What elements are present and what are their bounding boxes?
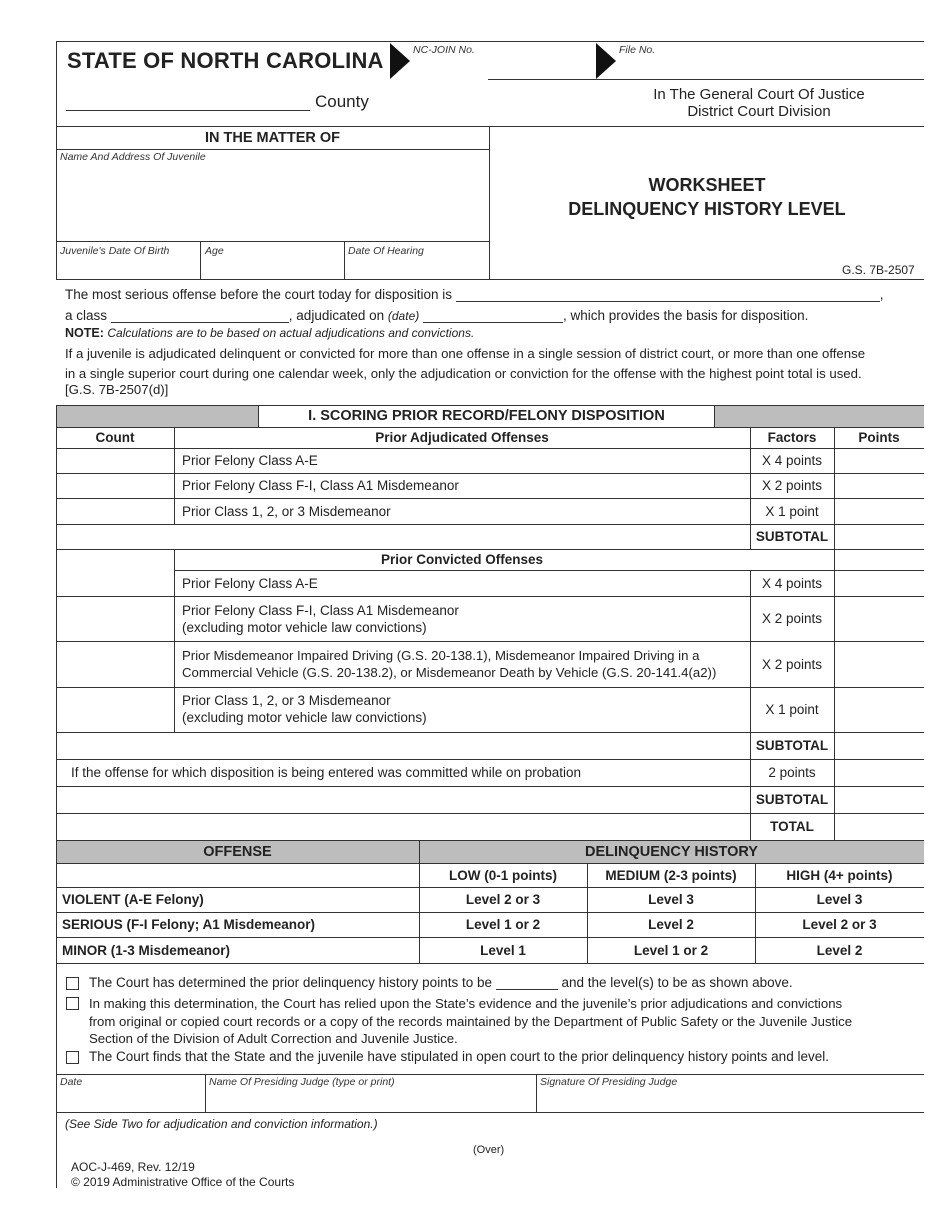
adj-row-3-factor: X 1 point [765,503,819,519]
finding-2-line2: from original or copied court records or a copy of the records maintained by the Department of Public Safety or the Juvenile Justice [89,1013,853,1029]
level-row-2-offense: SERIOUS (F-I Felony; A1 Misdemeanor) [62,917,316,932]
intro-line2 [65,308,925,323]
finding-3-checkbox[interactable] [66,1051,79,1064]
intro-date-label: (date) [387,309,420,323]
form-title-line1: WORKSHEET [648,175,766,195]
hearing-date-field[interactable] [345,258,488,278]
judge-name-field[interactable] [206,1090,535,1111]
adj-row-2-factor: X 2 points [761,478,823,493]
adj-row-1-count-input[interactable] [57,449,173,472]
conv-row-2-label [182,602,459,636]
sig-top-rule [56,1074,924,1075]
dob-label: Juvenile's Date Of Birth [60,245,170,257]
subtotal-3-label: SUBTOTAL [755,792,829,807]
conv-row-3-count-input[interactable] [57,642,173,686]
dob-field[interactable] [57,258,199,278]
conv-row-1-points-input[interactable] [835,571,923,595]
over-label: (Over) [473,1144,505,1156]
finding-2-text [89,995,852,1048]
intro-adjudicated-label: , adjudicated on [288,308,385,323]
age-label: Age [205,245,224,257]
dob-row-rule [56,241,489,242]
conv-row-3-line1: Prior Misdemeanor Impaired Driving (G.S. 20-138.1), Misdemeanor Impaired Driving in a [182,648,700,663]
lvl-rule-5 [56,963,924,964]
matter-title: IN THE MATTER OF [204,130,341,146]
adj-row-1-factor: X 4 points [761,453,823,468]
intro-para-line2: in a single superior court during one calendar week, only the adjudication or conviction for the offense with the highest point total is used. [65,366,862,381]
header-left-rule [56,41,57,126]
level-row-3-medium: Level 1 or 2 [633,942,709,958]
section1-title: I. SCORING PRIOR RECORD/FELONY DISPOSITION [308,408,665,424]
court-line1: In The General Court Of Justice [653,86,865,103]
finding-1-text [89,975,793,990]
file-no-arrow-icon [596,43,616,79]
adj-row-1-points-input[interactable] [835,449,923,472]
conv-row-4-line2: (excluding motor vehicle law convictions) [182,710,427,725]
sig-date-field[interactable] [57,1090,204,1111]
conv-row-1-factor: X 4 points [761,575,823,591]
probation-points-input[interactable] [835,760,923,785]
col-factors: Factors [767,430,817,445]
conv-row-2-factor: X 2 points [761,611,823,626]
adj-row-3-label: Prior Class 1, 2, or 3 Misdemeanor [182,503,391,519]
subtotal-2-input[interactable] [835,733,923,758]
col-prior-adjudicated: Prior Adjudicated Offenses [375,430,549,445]
intro-para-line1: If a juvenile is adjudicated delinquent or convicted for more than one offense in a single session of district court, or more than one offense [65,346,866,361]
sig-date-label: Date [60,1076,83,1088]
finding-1-checkbox[interactable] [66,977,79,990]
header-top-rule [56,41,924,42]
col-points: Points [858,430,900,445]
finding-2-line1: In making this determination, the Court has relied upon the State’s evidence and the juvenile’s prior adjudications and convictions [89,996,843,1011]
conv-row-1-count-input[interactable] [57,571,173,595]
intro-line1 [65,287,925,302]
finding-3-text: The Court finds that the State and the juvenile have stipulated in open court to the prior delinquency history points and level. [89,1049,829,1064]
col-low: LOW (0-1 points) [449,867,557,883]
level-row-1-low: Level 2 or 3 [465,892,541,907]
conv-row-4-line1: Prior Class 1, 2, or 3 Misdemeanor [182,693,391,708]
vrule-count-b [174,549,175,732]
level-row-1-high: Level 3 [816,892,863,907]
conv-row-2-count-input[interactable] [57,597,173,640]
adj-row-2-label: Prior Felony Class F-I, Class A1 Misdemeanor [182,478,459,493]
see-side-two: (See Side Two for adjudication and conviction information.) [65,1117,378,1131]
intro-basis-text: , which provides the basis for disposition. [563,308,809,323]
lvl-vrule-left [56,840,57,963]
county-blank[interactable] [66,110,310,111]
finding-1-text-b: and the level(s) to be as shown above. [561,975,793,990]
level-row-2-high: Level 2 or 3 [802,917,877,932]
finding-2-checkbox[interactable] [66,997,79,1010]
probation-text: If the offense for which disposition is being entered was committed while on probation [71,765,582,780]
judge-signature-label: Signature Of Presiding Judge [540,1076,678,1088]
conv-row-2-points-input[interactable] [835,597,923,640]
judge-name-label: Name Of Presiding Judge (type or print) [209,1076,395,1088]
conv-row-3-factor: X 2 points [761,656,823,672]
probation-points: 2 points [768,765,816,780]
level-row-3-offense: MINOR (1-3 Misdemeanor) [62,942,231,958]
adjudication-date-blank[interactable] [423,309,563,323]
offense-class-blank[interactable] [111,309,289,323]
points-blank[interactable] [496,976,558,990]
hearing-date-label: Date Of Hearing [348,245,424,257]
conv-row-2-line2: (excluding motor vehicle law convictions) [182,620,427,635]
col-offense: OFFENSE [203,844,272,860]
subtotal-3-input[interactable] [835,787,923,812]
finding-1-text-a: The Court has determined the prior delinquency history points to be [89,975,492,990]
header-mid-rule [488,79,924,80]
conv-row-4-label [182,692,427,726]
level-row-1-offense: VIOLENT (A-E Felony) [62,892,204,907]
header-bottom-rule [56,126,924,127]
sig-bottom-rule [56,1112,924,1113]
conv-row-4-factor: X 1 point [765,702,819,717]
statute-ref: G.S. 7B-2507 [842,263,915,277]
adj-row-2-count-input[interactable] [57,474,173,497]
county-label: County [315,92,369,111]
section1-top-rule [56,405,924,406]
vrule-count-a [174,427,175,524]
state-title: STATE OF NORTH CAROLINA [67,48,384,73]
age-field[interactable] [201,258,343,278]
footer-left-rule [56,1112,57,1188]
note-text: Calculations are to be based on actual adjudications and convictions. [107,326,475,340]
most-serious-offense-blank[interactable] [456,288,880,302]
subtotal-2-label: SUBTOTAL [755,738,829,753]
intro-note [65,326,474,340]
nc-join-arrow-icon [390,43,410,79]
note-label: NOTE: [65,326,104,340]
adj-row-2-points-input[interactable] [835,474,923,497]
intro-line1-comma: , [879,287,884,302]
adj-row-3-points-input[interactable] [835,499,923,523]
level-row-1-medium: Level 3 [648,892,694,907]
level-row-2-low: Level 1 or 2 [465,917,541,932]
juvenile-name-label: Name And Address Of Juvenile [60,151,206,163]
subtotal-1-input[interactable] [835,525,923,548]
conv-row-3-label [182,647,716,681]
form-number: AOC-J-469, Rev. 12/19 [71,1160,195,1174]
total-label: TOTAL [770,819,814,834]
conv-row-4-points-input[interactable] [835,688,923,731]
level-row-3-high: Level 2 [816,942,863,958]
judge-signature-field[interactable] [537,1090,923,1111]
conv-row-3-points-input[interactable] [835,642,923,686]
col-medium: MEDIUM (2-3 points) [605,867,737,883]
total-input[interactable] [835,814,923,839]
level-row-3-low: Level 1 [480,942,526,958]
intro-class-label: a class [65,308,108,323]
conv-row-3-line2: Commercial Vehicle (G.S. 20-138.2), or Misdemeanor Death by Vehicle (G.S. 20-141.4(a2)) [182,665,717,680]
adj-row-1-label: Prior Felony Class A-E [182,453,318,468]
col-delinquency-history: DELINQUENCY HISTORY [585,844,758,860]
finding-2-line3: Section of the Division of Adult Correction and Juvenile Justice. [89,1031,458,1046]
intro-line1-text: The most serious offense before the court today for disposition is [65,287,452,302]
level-row-2-medium: Level 2 [648,917,694,932]
form-title-line2: DELINQUENCY HISTORY LEVEL [568,199,846,219]
file-no-label: File No. [619,44,656,56]
convicted-header: Prior Convicted Offenses [380,552,544,567]
subtotal-1-label: SUBTOTAL [755,529,829,544]
copyright: © 2019 Administrative Office of the Courts [71,1175,295,1189]
col-count: Count [95,430,135,445]
intro-para-line3: [G.S. 7B-2507(d)] [65,382,169,397]
nc-join-label: NC-JOIN No. [413,44,475,56]
conv-row-1-label: Prior Felony Class A-E [182,575,318,591]
matter-bottom-rule [56,279,924,280]
conv-row-4-count-input[interactable] [57,688,173,731]
matter-title-rule [56,149,489,150]
adj-row-3-count-input[interactable] [57,499,173,523]
conv-row-2-line1: Prior Felony Class F-I, Class A1 Misdemeanor [182,603,459,618]
juvenile-name-field[interactable] [57,165,488,240]
col-high: HIGH (4+ points) [786,867,893,883]
court-line2: District Court Division [687,103,831,120]
